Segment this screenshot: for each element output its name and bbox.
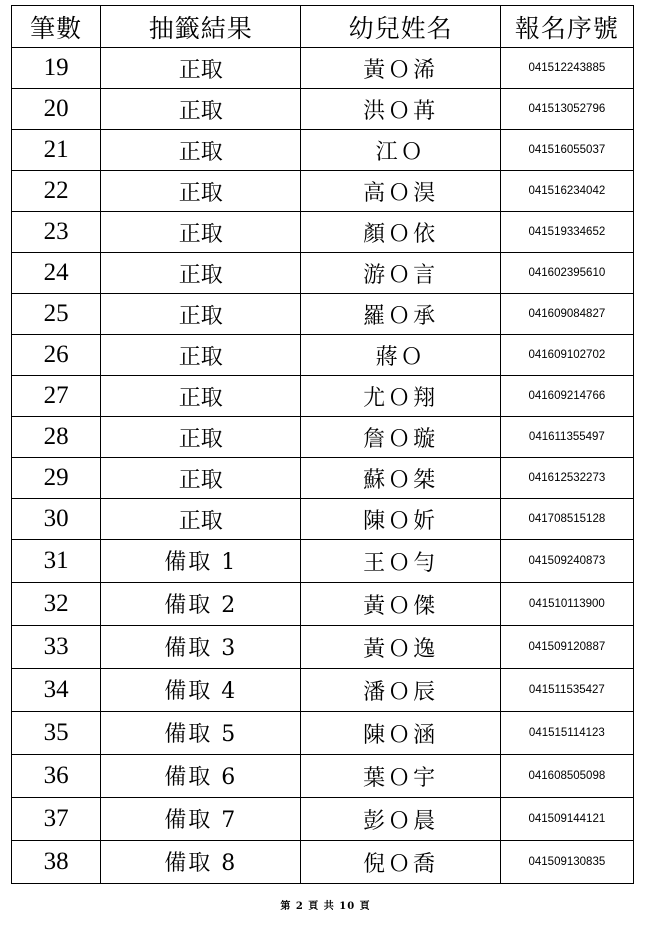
row-child-name: 顏Ｏ依 [301, 212, 500, 253]
row-lottery-result: 正取 [101, 376, 301, 417]
row-lottery-result: 正取 [101, 130, 301, 171]
row-registration-number: 041602395610 [500, 253, 633, 294]
row-lottery-result: 備取 3 [101, 626, 301, 669]
header-lottery-result: 抽籤結果 [101, 6, 301, 48]
table-row [12, 499, 634, 540]
row-registration-number: 041611355497 [500, 417, 633, 458]
row-child-name: 倪Ｏ喬 [301, 841, 500, 884]
table-row [12, 89, 634, 130]
row-child-name: 江Ｏ [301, 130, 500, 171]
table-row [12, 294, 634, 335]
row-count: 33 [12, 626, 101, 669]
row-child-name: 羅Ｏ承 [301, 294, 500, 335]
row-child-name: 潘Ｏ辰 [301, 669, 500, 712]
row-registration-number: 041609214766 [500, 376, 633, 417]
row-lottery-result: 正取 [101, 294, 301, 335]
row-registration-number: 041609102702 [500, 335, 633, 376]
row-registration-number: 041509240873 [500, 540, 633, 583]
row-lottery-result: 備取 2 [101, 583, 301, 626]
row-registration-number: 041511535427 [500, 669, 633, 712]
row-registration-number: 041509130835 [500, 841, 633, 884]
header-count: 筆數 [12, 6, 101, 48]
row-lottery-result: 正取 [101, 335, 301, 376]
table-row [12, 583, 634, 626]
row-count: 22 [12, 171, 101, 212]
page-footer: 第 2 頁 共 10 頁 [280, 901, 371, 912]
row-count: 20 [12, 89, 101, 130]
row-child-name: 黃Ｏ浠 [301, 48, 500, 89]
row-registration-number: 041509120887 [500, 626, 633, 669]
row-count: 23 [12, 212, 101, 253]
row-lottery-result: 正取 [101, 417, 301, 458]
row-child-name: 陳Ｏ涵 [301, 712, 500, 755]
table-body [12, 48, 634, 884]
row-child-name: 詹Ｏ璇 [301, 417, 500, 458]
row-child-name: 彭Ｏ晨 [301, 798, 500, 841]
table-row [12, 212, 634, 253]
row-registration-number: 041509144121 [500, 798, 633, 841]
table-row [12, 417, 634, 458]
table-row [12, 376, 634, 417]
row-registration-number: 041708515128 [500, 499, 633, 540]
row-registration-number: 041516234042 [500, 171, 633, 212]
row-registration-number: 041512243885 [500, 48, 633, 89]
row-lottery-result: 正取 [101, 212, 301, 253]
table-row [12, 48, 634, 89]
row-count: 37 [12, 798, 101, 841]
row-lottery-result: 備取 8 [101, 841, 301, 884]
row-child-name: 尤Ｏ翔 [301, 376, 500, 417]
row-count: 31 [12, 540, 101, 583]
row-count: 36 [12, 755, 101, 798]
table-row [12, 712, 634, 755]
lottery-results-table [11, 5, 634, 884]
row-lottery-result: 備取 7 [101, 798, 301, 841]
row-child-name: 蘇Ｏ桀 [301, 458, 500, 499]
table-row [12, 755, 634, 798]
table-row [12, 841, 634, 884]
row-lottery-result: 正取 [101, 499, 301, 540]
row-count: 26 [12, 335, 101, 376]
table-row [12, 253, 634, 294]
row-lottery-result: 正取 [101, 171, 301, 212]
row-count: 27 [12, 376, 101, 417]
row-count: 29 [12, 458, 101, 499]
row-registration-number: 041612532273 [500, 458, 633, 499]
row-count: 21 [12, 130, 101, 171]
row-child-name: 葉Ｏ宇 [301, 755, 500, 798]
row-count: 32 [12, 583, 101, 626]
row-count: 24 [12, 253, 101, 294]
row-lottery-result: 正取 [101, 48, 301, 89]
table-row [12, 130, 634, 171]
row-lottery-result: 正取 [101, 253, 301, 294]
row-registration-number: 041519334652 [500, 212, 633, 253]
row-child-name: 陳Ｏ妡 [301, 499, 500, 540]
row-child-name: 高Ｏ淏 [301, 171, 500, 212]
table-row [12, 540, 634, 583]
row-registration-number: 041609084827 [500, 294, 633, 335]
table-row [12, 458, 634, 499]
header-registration-number: 報名序號 [500, 6, 633, 48]
row-child-name: 王Ｏ勻 [301, 540, 500, 583]
row-count: 30 [12, 499, 101, 540]
row-child-name: 蔣Ｏ [301, 335, 500, 376]
row-count: 19 [12, 48, 101, 89]
row-lottery-result: 備取 4 [101, 669, 301, 712]
row-child-name: 游Ｏ言 [301, 253, 500, 294]
row-lottery-result: 備取 5 [101, 712, 301, 755]
row-child-name: 黃Ｏ逸 [301, 626, 500, 669]
row-registration-number: 041513052796 [500, 89, 633, 130]
row-count: 28 [12, 417, 101, 458]
row-count: 38 [12, 841, 101, 884]
table-row [12, 626, 634, 669]
row-registration-number: 041608505098 [500, 755, 633, 798]
row-registration-number: 041510113900 [500, 583, 633, 626]
row-lottery-result: 備取 1 [101, 540, 301, 583]
row-child-name: 洪Ｏ苒 [301, 89, 500, 130]
row-lottery-result: 正取 [101, 458, 301, 499]
table-header-row [12, 6, 634, 48]
table-row [12, 335, 634, 376]
table-row [12, 171, 634, 212]
row-lottery-result: 備取 6 [101, 755, 301, 798]
row-lottery-result: 正取 [101, 89, 301, 130]
table-row [12, 798, 634, 841]
row-count: 25 [12, 294, 101, 335]
row-count: 34 [12, 669, 101, 712]
header-child-name: 幼兒姓名 [301, 6, 500, 48]
row-registration-number: 041516055037 [500, 130, 633, 171]
row-count: 35 [12, 712, 101, 755]
row-registration-number: 041515114123 [500, 712, 633, 755]
table-row [12, 669, 634, 712]
row-child-name: 黃Ｏ傑 [301, 583, 500, 626]
